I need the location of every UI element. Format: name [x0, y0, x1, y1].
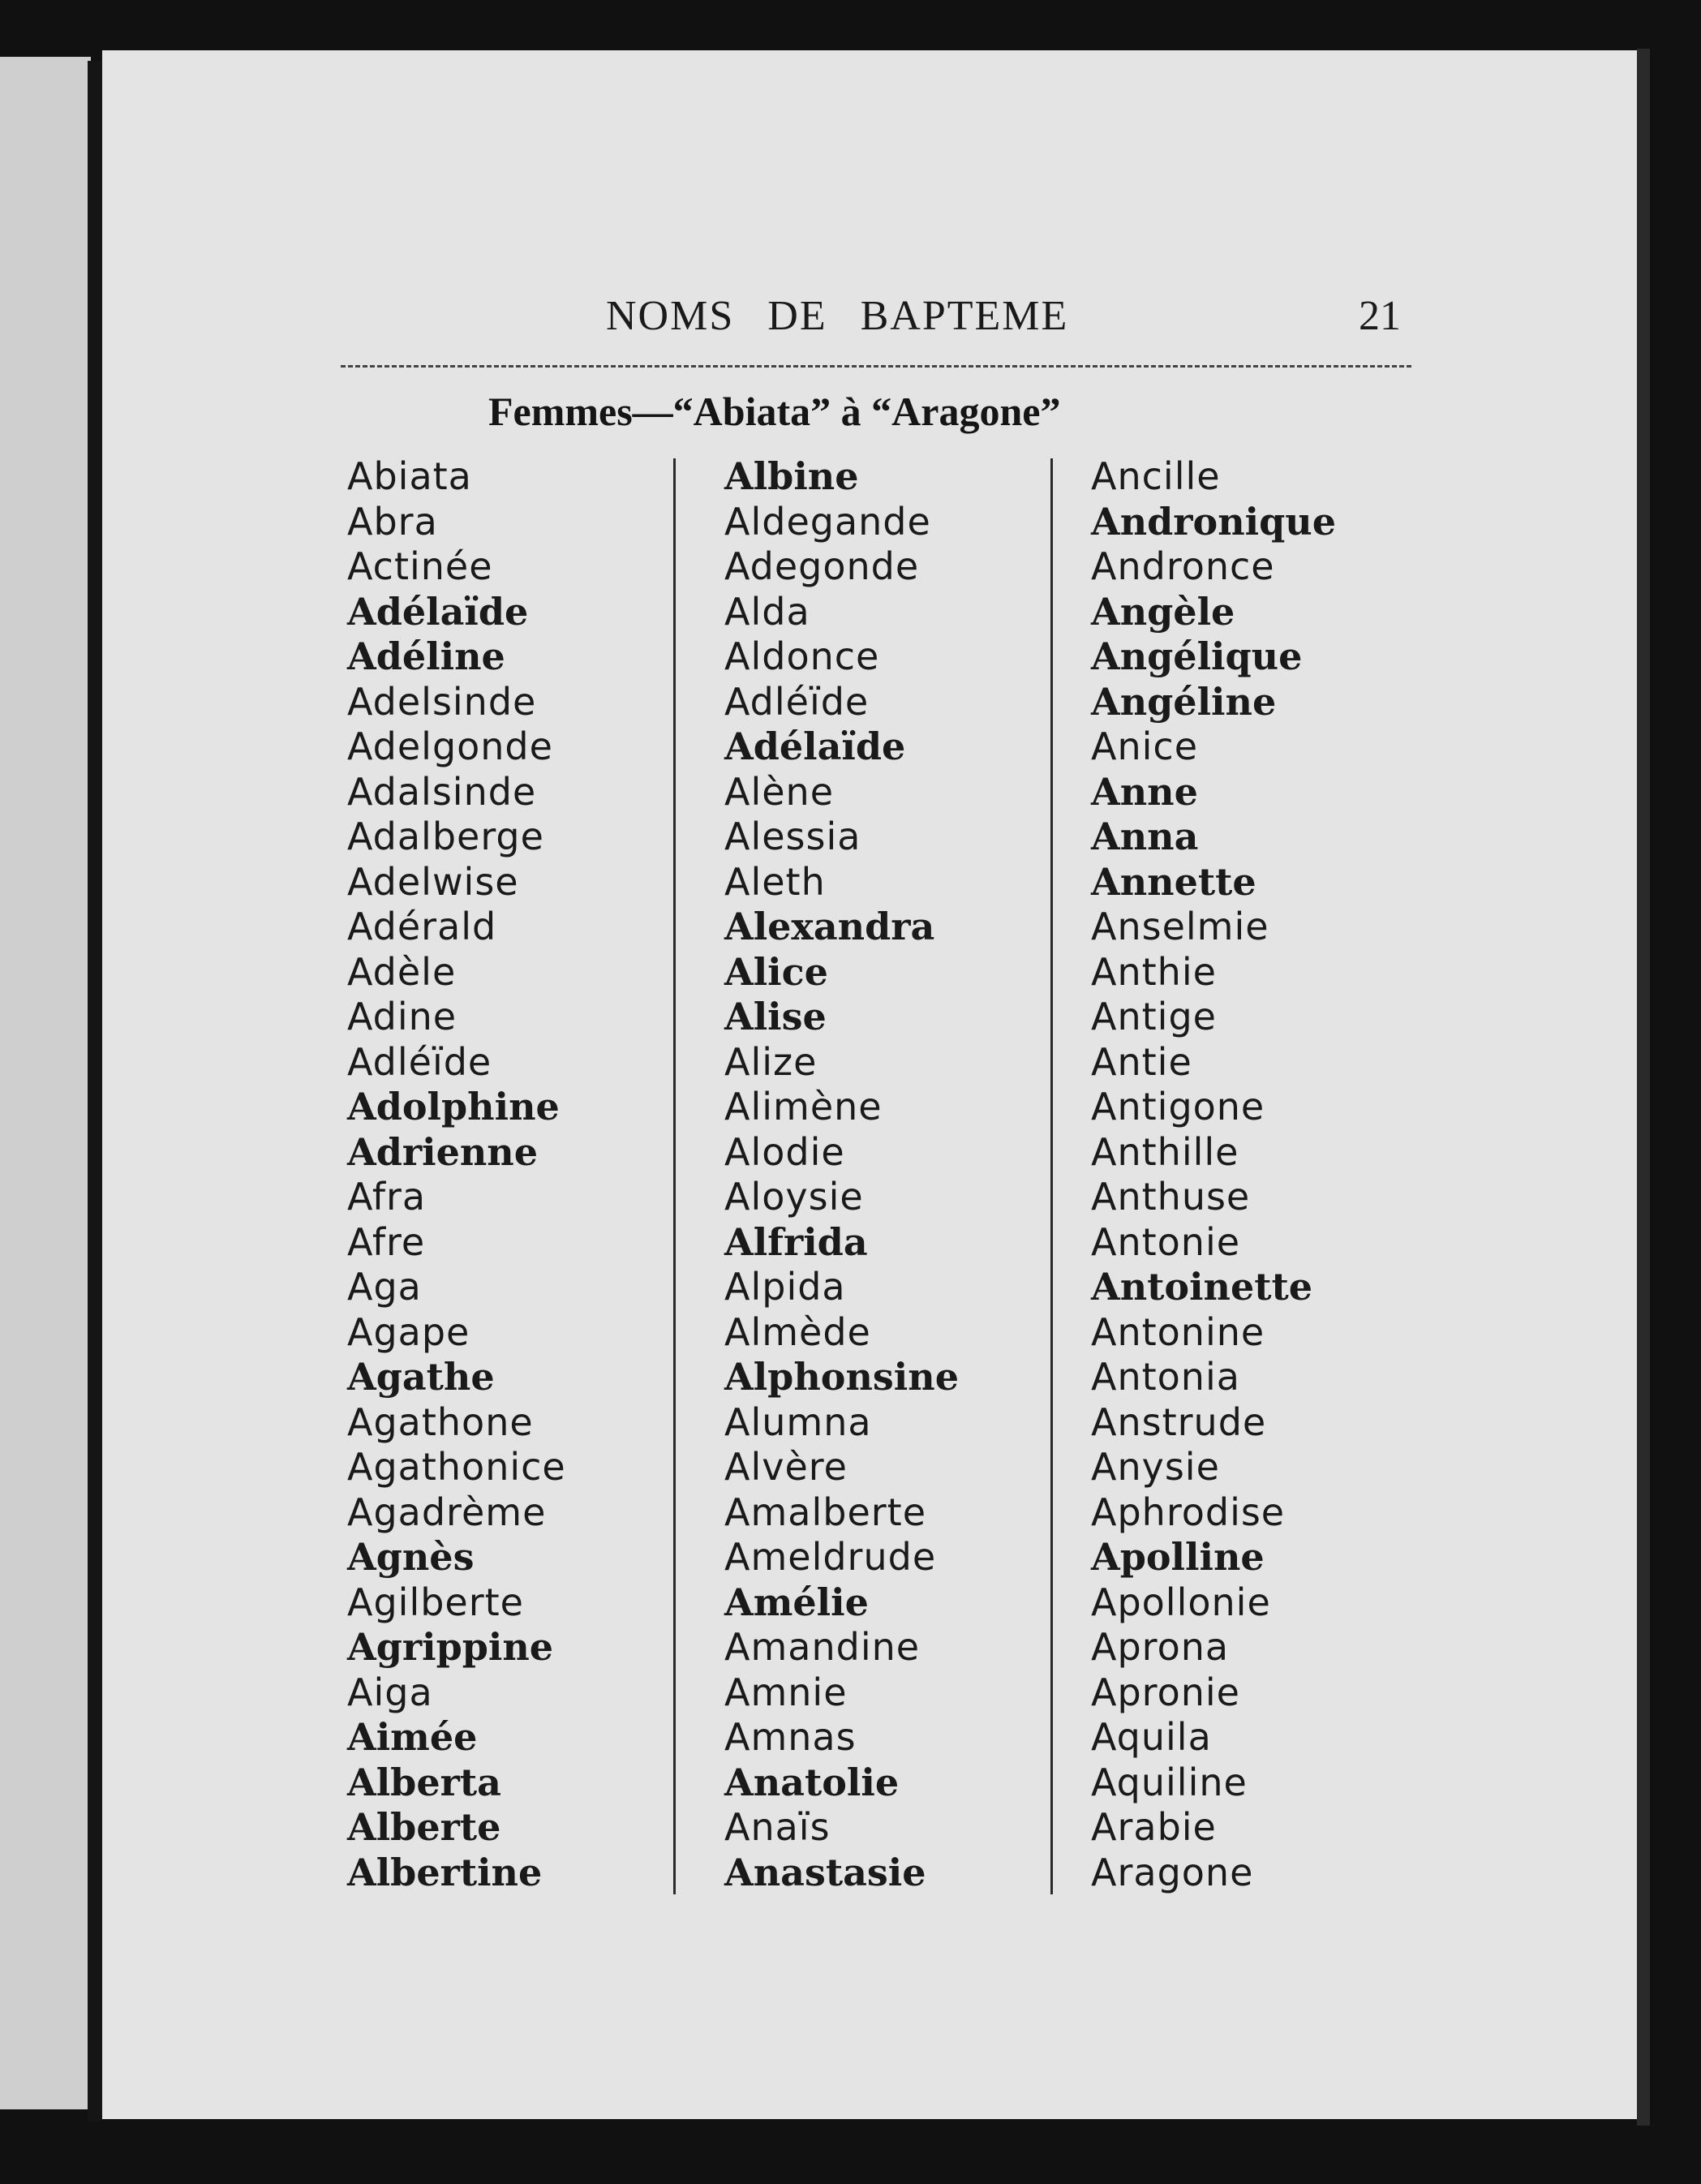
name-entry: Anaïs — [724, 1805, 831, 1849]
name-entry: Adélaïde — [347, 589, 529, 634]
running-head-title: NOMS DE BAPTEME — [606, 293, 1069, 339]
name-entry: Alumna — [724, 1399, 872, 1444]
name-entry: Aldonce — [724, 634, 880, 678]
name-entry: Antonine — [1091, 1309, 1265, 1354]
name-entry: Alexandra — [724, 905, 935, 948]
name-entry: Agathonice — [347, 1445, 566, 1489]
name-entry: Anstrude — [1091, 1399, 1267, 1444]
name-entry: Apronie — [1091, 1670, 1240, 1714]
name-entry: Agathone — [347, 1399, 534, 1444]
name-entry: Antige — [1091, 995, 1217, 1038]
name-entry: Anthille — [1091, 1129, 1239, 1174]
name-entry: Alberta — [347, 1760, 501, 1804]
name-entry: Ameldrude — [724, 1535, 937, 1579]
name-entry: Alda — [724, 589, 810, 634]
name-entry: Aphrodise — [1091, 1490, 1286, 1534]
name-entry: Amnie — [724, 1670, 848, 1714]
name-entry: Adelgonde — [347, 724, 553, 768]
name-entry: Adléïde — [724, 679, 870, 724]
name-entry: Andronique — [1091, 499, 1337, 544]
name-entry: Antie — [1091, 1039, 1192, 1084]
name-entry: Agadrème — [347, 1490, 547, 1534]
facing-page-edge — [0, 57, 91, 2109]
name-entry: Alvère — [724, 1445, 848, 1489]
name-entry: Alodie — [724, 1129, 845, 1174]
book-spine-shadow — [88, 61, 102, 2122]
name-entry: Alphonsine — [724, 1355, 959, 1399]
name-entry: Amélie — [724, 1580, 869, 1624]
name-entry: Anthie — [1091, 949, 1217, 994]
name-entry: Aquila — [1091, 1715, 1212, 1759]
name-entry: Albertine — [347, 1850, 543, 1894]
name-entry: Abra — [347, 499, 438, 544]
name-entry: Antonie — [1091, 1219, 1241, 1264]
name-entry: Alize — [724, 1039, 818, 1084]
name-entry: Adélaïde — [724, 724, 906, 768]
column-divider — [673, 458, 676, 1894]
name-entry: Anatolie — [724, 1760, 900, 1804]
name-entry: Adegonde — [724, 544, 920, 588]
name-entry: Antigone — [1091, 1085, 1265, 1129]
name-entry: Alpida — [724, 1265, 846, 1309]
name-entry: Adolphine — [347, 1085, 560, 1129]
name-entry: Agathe — [347, 1355, 495, 1399]
header-rule — [341, 365, 1411, 368]
name-entry: Adléïde — [347, 1039, 492, 1084]
name-entry: Afre — [347, 1219, 426, 1264]
name-entry: Aloysie — [724, 1175, 864, 1219]
name-entry: Adalberge — [347, 815, 544, 858]
name-entry: Aragone — [1091, 1850, 1254, 1894]
page-number: 21 — [1359, 293, 1401, 339]
name-entry: Adalsinde — [347, 769, 537, 814]
name-entry: Alfrida — [724, 1219, 868, 1264]
name-entry: Agilberte — [347, 1580, 524, 1624]
name-entry: Anthuse — [1091, 1175, 1251, 1219]
name-entry: Alberte — [347, 1805, 501, 1849]
name-entry: Angèle — [1091, 589, 1235, 634]
name-entry: Adérald — [347, 905, 497, 948]
name-entry: Aquiline — [1091, 1760, 1248, 1804]
name-entry: Alice — [724, 949, 828, 994]
name-entry: Almède — [724, 1309, 871, 1354]
name-entry: Alise — [724, 995, 827, 1038]
name-entry: Ancille — [1091, 454, 1221, 498]
page-right-edge — [1637, 49, 1650, 2126]
section-subtitle: Femmes—“Abiata” à “Aragone” — [488, 389, 1061, 434]
name-entry: Anice — [1091, 724, 1198, 768]
name-entry: Agrippine — [347, 1625, 554, 1669]
name-entry: Aga — [347, 1265, 422, 1309]
name-entry: Antoinette — [1091, 1265, 1313, 1309]
name-entry: Anselmie — [1091, 905, 1269, 948]
name-entry: Anysie — [1091, 1445, 1220, 1489]
name-entry: Apolline — [1091, 1535, 1265, 1579]
name-entry: Anne — [1091, 769, 1198, 814]
name-column-3 — [1091, 454, 1336, 1895]
name-entry: Angéline — [1091, 679, 1277, 724]
column-divider — [1050, 458, 1053, 1894]
name-column-1 — [347, 454, 566, 1895]
name-entry: Alessia — [724, 815, 861, 858]
name-entry: Adelsinde — [347, 679, 537, 724]
name-entry: Anastasie — [724, 1850, 926, 1894]
name-entry: Adine — [347, 995, 457, 1038]
name-entry: Annette — [1091, 859, 1256, 904]
name-entry: Aprona — [1091, 1625, 1230, 1669]
name-entry: Aimée — [347, 1715, 478, 1759]
name-entry: Anna — [1091, 815, 1199, 858]
name-entry: Afra — [347, 1175, 427, 1219]
name-entry: Amnas — [724, 1715, 857, 1759]
name-entry: Adelwise — [347, 859, 519, 904]
name-entry: Aiga — [347, 1670, 433, 1714]
name-entry: Apollonie — [1091, 1580, 1271, 1624]
name-entry: Actinée — [347, 544, 493, 588]
name-entry: Abiata — [347, 454, 472, 498]
name-entry: Adrienne — [347, 1129, 538, 1174]
name-entry: Antonia — [1091, 1355, 1240, 1399]
name-entry: Amandine — [724, 1625, 921, 1669]
name-column-2 — [724, 454, 959, 1895]
name-entry: Agnès — [347, 1535, 475, 1579]
name-entry: Aldegande — [724, 499, 931, 544]
name-entry: Alène — [724, 769, 835, 814]
name-entry: Adéline — [347, 634, 505, 678]
name-entry: Alimène — [724, 1085, 883, 1129]
name-entry: Andronce — [1091, 544, 1275, 588]
name-entry: Adèle — [347, 949, 457, 994]
name-entry: Amalberte — [724, 1490, 926, 1534]
name-entry: Aleth — [724, 859, 826, 904]
name-entry: Angélique — [1091, 634, 1303, 678]
name-entry: Albine — [724, 454, 859, 498]
name-entry: Agape — [347, 1309, 470, 1354]
name-entry: Arabie — [1091, 1805, 1217, 1849]
